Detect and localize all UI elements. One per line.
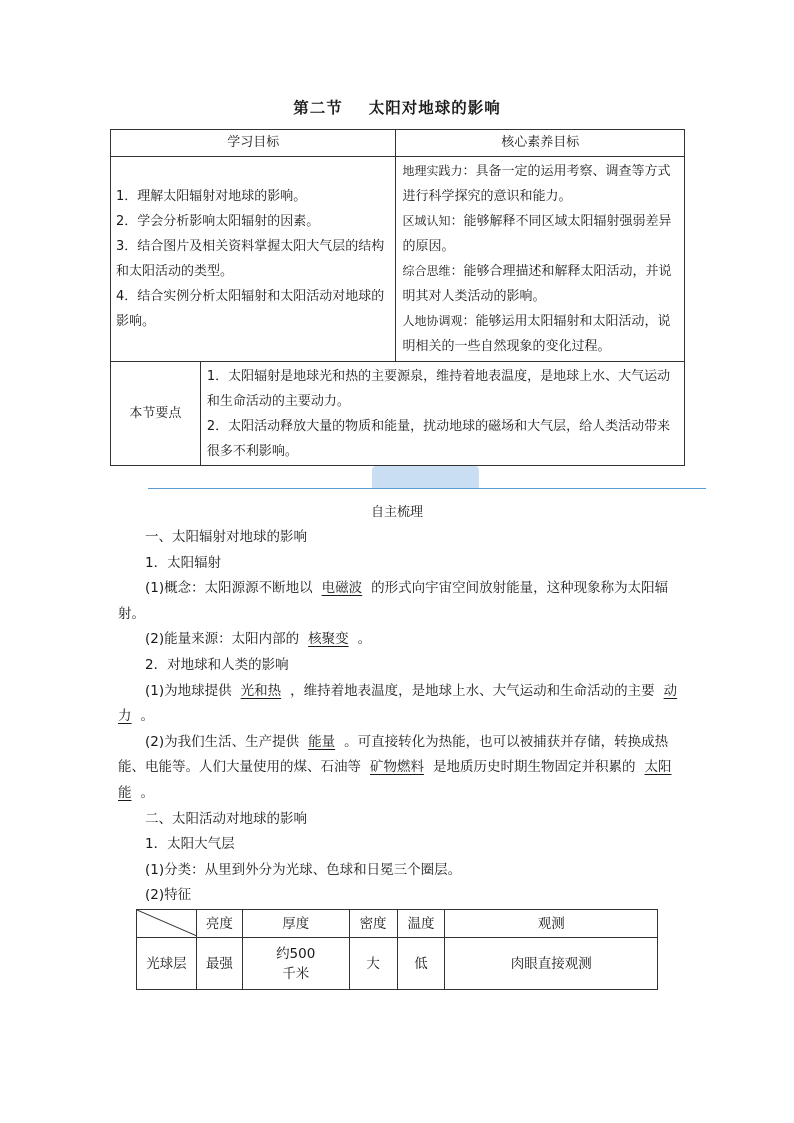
section-divider: [148, 488, 706, 489]
learning-goal: 3．结合图片及相关资料掌握太阳大气层的结构和太阳活动的类型。: [116, 239, 385, 279]
page-title: [0, 96, 794, 118]
answer-blank: 光和热: [240, 682, 282, 699]
column-header: 密度: [349, 910, 397, 938]
answer-blank: 核聚变: [308, 631, 349, 648]
learning-goals-header: 学习目标: [111, 130, 396, 157]
cell-temperature: 低: [397, 938, 445, 990]
key-points-label: 本节要点: [111, 362, 201, 466]
layer-name: 光球层: [137, 938, 197, 990]
title-text: 太阳对地球的影响: [368, 98, 501, 117]
cell-brightness: 最强: [196, 938, 242, 990]
paragraph-features: (2)特征: [145, 887, 192, 904]
cell-observation: 肉眼直接观测: [445, 938, 658, 990]
paragraph-impact-2: (2)为我们生活、生产提供 能量 。可直接转化为热能，也可以被捕获并存储，转换成热能、电能等。人们大量使用的煤、石油等 矿物燃料 是地质历史时期生物固定并积累的 太阳能 。: [118, 733, 672, 801]
core-goal-text: ：具备一定的运用考察、调查等方式进行科学探究的意识和能力。: [402, 164, 671, 204]
key-point: 1．太阳辐射是地球光和热的主要源泉，维持着地表温度，是地球上水、大气运动和生命活动的主要动力。: [206, 368, 671, 409]
answer-blank: 太阳能: [118, 759, 672, 801]
core-goal-label: 综合思维: [402, 264, 451, 278]
paragraph-concept: (1)概念：太阳源源不断地以 电磁波 的形式向宇宙空间放射能量，这种现象称为太阳辐射。: [118, 580, 669, 622]
answer-blank: 电磁波: [321, 580, 363, 597]
objectives-table: [110, 129, 685, 466]
key-points-cell: [200, 362, 684, 466]
core-goal-text: ：能够合理描述和解释太阳活动，并说明其对人类活动的影响。: [402, 264, 672, 304]
diagonal-header-cell: [137, 910, 197, 938]
core-goals-cell: [396, 157, 685, 362]
core-goal-label: 区域认知: [402, 214, 451, 228]
column-header: 亮度: [196, 910, 242, 938]
table-row: [137, 938, 658, 990]
key-point: 2．太阳活动释放大量的物质和能量，扰动地球的磁场和大气层，给人类活动带来很多不利影响。: [206, 418, 671, 459]
core-goal-text: ：能够解释不同区域太阳辐射强弱差异的原因。: [402, 214, 672, 254]
paragraph-classification: (1)分类：从里到外分为光球、色球和日冕三个圈层。: [145, 861, 462, 878]
core-goal: [402, 159, 678, 209]
core-goal-label: 人地协调观: [402, 314, 463, 328]
column-header: 观测: [445, 910, 658, 938]
learning-goals-cell: [111, 157, 396, 362]
answer-blank: 矿物燃料: [370, 759, 424, 776]
column-header: 温度: [397, 910, 445, 938]
solar-layer-table: [136, 909, 658, 990]
answer-blank: 动力: [118, 682, 678, 725]
core-goal-label: 地理实践力: [402, 164, 463, 178]
learning-goal: 2．学会分析影响太阳辐射的因素。: [116, 214, 320, 229]
subheading-solar-atmosphere: 1．太阳大气层: [145, 836, 235, 853]
core-goal: [402, 309, 678, 359]
section-tab-decoration: [372, 466, 479, 488]
core-goals-header: 核心素养目标: [396, 130, 685, 157]
table-header-row: [137, 910, 658, 938]
answer-blank: 能量: [308, 733, 336, 750]
section-heading: 自主梳理: [370, 505, 423, 520]
cell-density: 大: [349, 938, 397, 990]
subheading-impact: 2．对地球和人类的影响: [145, 656, 289, 673]
heading-solar-radiation-impact: 一、太阳辐射对地球的影响: [145, 529, 307, 545]
title-section-number: 第二节: [293, 98, 343, 117]
learning-goal: 4．结合实例分析太阳辐射和太阳活动对地球的影响。: [116, 289, 385, 329]
cell-thickness: 约500 千米: [242, 938, 349, 990]
diagonal-line: [137, 910, 197, 936]
heading-solar-activity-impact: 二、太阳活动对地球的影响: [145, 810, 307, 827]
core-goal-text: ：能够运用太阳辐射和太阳活动，说明相关的一些自然现象的变化过程。: [402, 314, 671, 354]
column-header: 厚度: [242, 910, 349, 938]
paragraph-energy-source: (2)能量来源：太阳内部的 核聚变 。: [145, 631, 372, 648]
paragraph-impact-1: (1)为地球提供 光和热 ，维持着地表温度，是地球上水、大气运动和生命活动的主要 动力 。: [118, 682, 678, 725]
subheading-solar-radiation: 1．太阳辐射: [145, 554, 222, 571]
learning-goal: 1．理解太阳辐射对地球的影响。: [116, 189, 307, 204]
study-content: [118, 525, 678, 909]
core-goal: [402, 209, 678, 259]
core-goal: [402, 259, 678, 309]
